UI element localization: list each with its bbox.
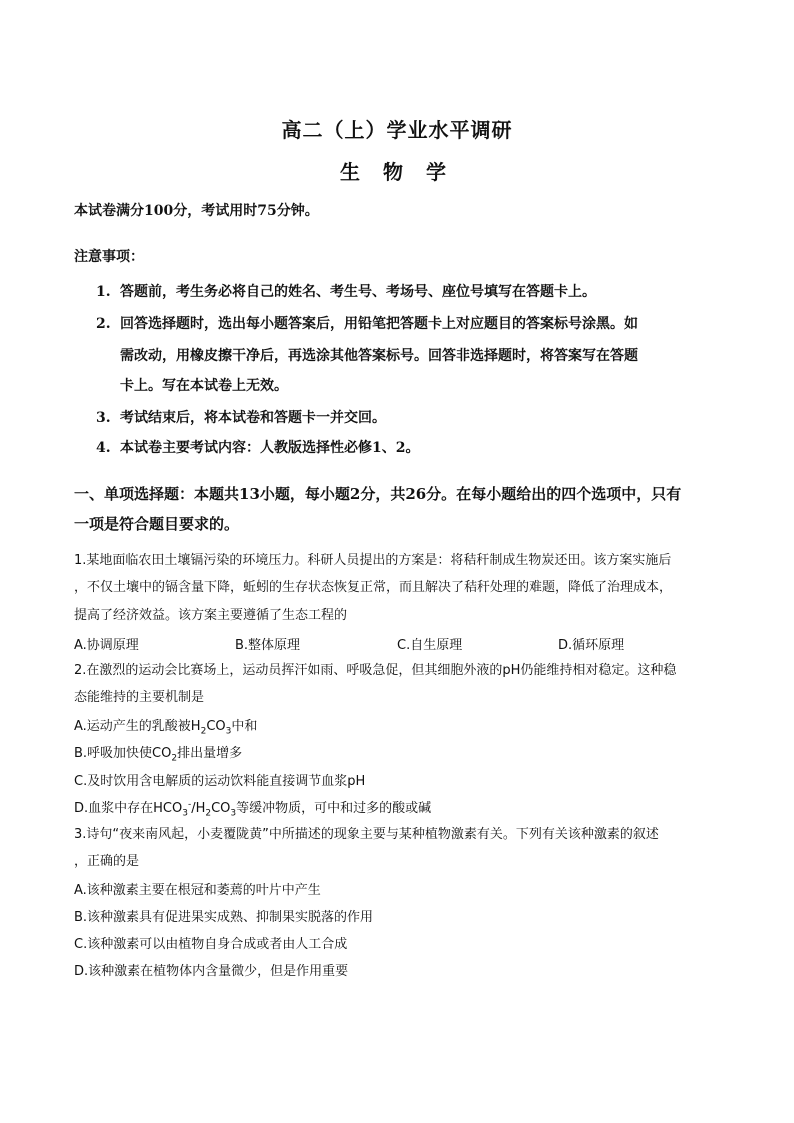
notice-item-text: 考试结束后，将本试卷和答题卡一并交回。 (120, 410, 386, 426)
notice-item-1 (96, 276, 726, 308)
notice-item-3 (96, 402, 726, 434)
question-1-option-a: A.协调原理 (74, 638, 139, 653)
option-text: CO (206, 719, 226, 734)
superscript: - (187, 799, 192, 810)
question-1-line2: ，不仅土壤中的镉含量下降，蚯蚓的生存状态恢复正常，而且解决了秸秆处理的难题，降低了治理成本， (74, 580, 673, 595)
question-1-option-c: C.自生原理 (397, 638, 463, 653)
option-text: A.运动产生的乳酸被H (74, 719, 201, 734)
option-text: CO (211, 801, 231, 816)
notice-heading: 注意事项： (74, 249, 144, 265)
notice-item-2 (96, 308, 726, 340)
section-heading-line2: 一项是符合题目要求的。 (74, 515, 240, 533)
question-2-option-b (74, 742, 242, 764)
notice-item-2-line3: 卡上。写在本试卷上无效。 (120, 378, 288, 394)
subscript: 2 (205, 808, 212, 819)
option-text: /H (191, 801, 206, 816)
notice-item-text: 回答选择题时，选出每小题答案后，用铅笔把答题卡上对应题目的答案标号涂黑。如 (120, 316, 638, 332)
question-1-line1: 1.某地面临农田土壤镉污染的环境压力。科研人员提出的方案是：将秸秆制成生物炭还田。该方案实施后 (74, 553, 672, 568)
question-1-line3: 提高了经济效益。该方案主要遵循了生态工程的 (74, 608, 348, 623)
question-2-option-c: C.及时饮用含电解质的运动饮料能直接调节血浆pH (74, 774, 366, 789)
question-3-line2: ，正确的是 (74, 854, 140, 869)
notice-item-text: 本试卷主要考试内容：人教版选择性必修1、2。 (120, 440, 420, 456)
notice-item-number: 3. (96, 410, 111, 426)
question-2-line1: 2.在激烈的运动会比赛场上，运动员挥汗如雨、呼吸急促，但其细胞外液的pH仍能维持相对稳定。这种稳 (74, 663, 677, 678)
subscript: 2 (200, 726, 207, 737)
exam-title: 高二（上）学业水平调研 (281, 118, 513, 142)
option-text: D.血浆中存在HCO (74, 801, 183, 816)
subject-title: 生 物 学 (340, 160, 454, 184)
option-text: 等缓冲物质，可中和过多的酸或碱 (236, 801, 432, 816)
question-3-line1: 3.诗句“夜来南风起，小麦覆陇黄”中所描述的现象主要与某种植物激素有关。下列有关该种激素的叙述 (74, 827, 659, 842)
question-3-option-d: D.该种激素在植物体内含量微少，但是作用重要 (74, 964, 349, 979)
notice-item-number: 1. (96, 284, 111, 300)
question-2-option-d (74, 797, 431, 819)
notice-item-2-line2: 需改动，用橡皮擦干净后，再选涂其他答案标号。回答非选择题时，将答案写在答题 (120, 348, 638, 364)
question-3-option-c: C.该种激素可以由植物自身合成或者由人工合成 (74, 937, 348, 952)
question-1-option-d: D.循环原理 (558, 638, 625, 653)
subscript: 3 (225, 726, 232, 737)
question-3-option-a: A.该种激素主要在根冠和萎蔫的叶片中产生 (74, 883, 321, 898)
subscript: 2 (171, 753, 178, 764)
notice-item-number: 4. (96, 440, 111, 456)
option-text: B.呼吸加快使CO (74, 746, 172, 761)
notice-item-4 (96, 432, 726, 464)
option-text: 中和 (231, 719, 258, 734)
question-2-line2: 态能维持的主要机制是 (74, 690, 205, 705)
question-2-option-a (74, 715, 257, 737)
option-text: 排出量增多 (177, 746, 243, 761)
section-heading-line1: 一、单项选择题：本题共13小题，每小题2分，共26分。在每小题给出的四个选项中，只有 (74, 485, 682, 503)
question-3-option-b: B.该种激素具有促进果实成熟、抑制果实脱落的作用 (74, 910, 374, 925)
notice-item-number: 2. (96, 316, 111, 332)
notice-item-text: 答题前，考生务必将自己的姓名、考生号、考场号、座位号填写在答题卡上。 (120, 284, 596, 300)
question-1-option-b: B.整体原理 (235, 638, 301, 653)
exam-intro: 本试卷满分100分，考试用时75分钟。 (74, 203, 319, 219)
subscript: 3 (182, 808, 188, 819)
subscript: 3 (230, 808, 237, 819)
